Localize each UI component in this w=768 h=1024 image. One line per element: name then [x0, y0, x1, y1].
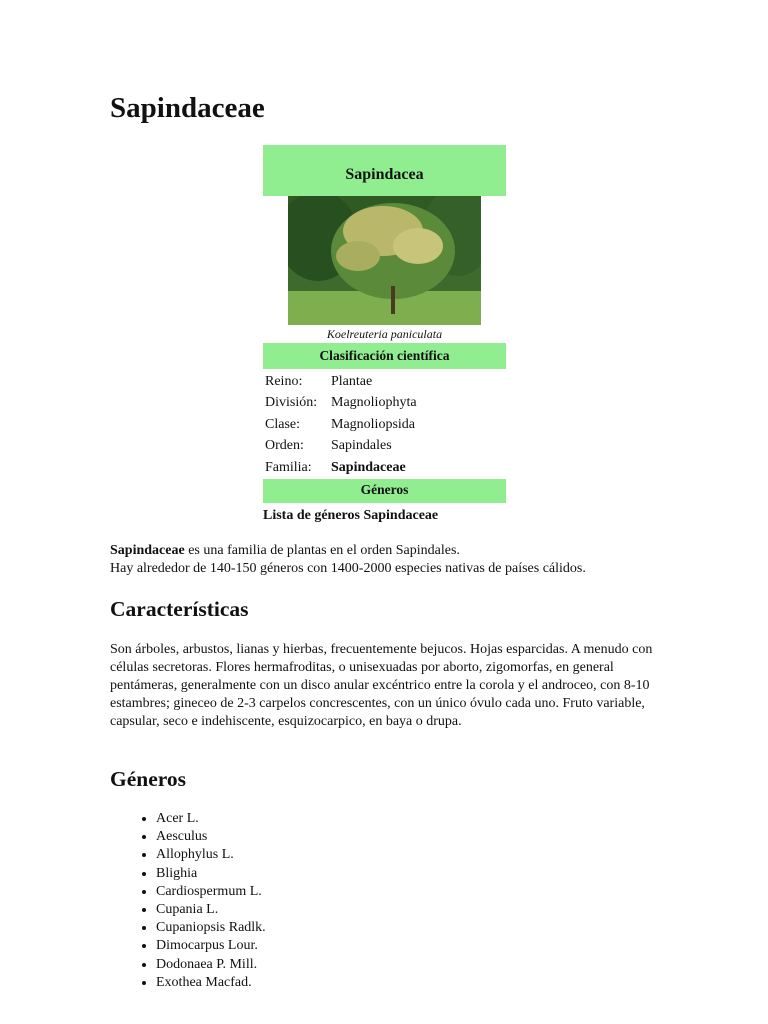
row-value: Sapindales	[331, 438, 392, 454]
table-row	[263, 371, 419, 393]
row-key: Clase:	[265, 416, 300, 432]
list-item: • Cupania L.	[156, 901, 266, 919]
taxobox	[263, 145, 506, 524]
genus-list	[132, 810, 266, 992]
characteristics-heading: Características	[110, 597, 249, 621]
table-row	[263, 436, 419, 458]
list-item: • Dodonaea P. Mill.	[156, 956, 266, 974]
list-item: • Cupaniopsis Radlk.	[156, 919, 266, 937]
list-item: • Dimocarpus Lour.	[156, 937, 266, 955]
table-row	[263, 457, 419, 479]
row-value: Plantae	[331, 373, 373, 389]
row-key: División:	[265, 395, 318, 411]
image-caption: Koelreuteria paniculata	[326, 327, 443, 341]
taxobox-header: Sapindacea	[263, 145, 506, 196]
characteristics-paragraph: Son árboles, arbustos, lianas y hierbas, frecuentemente bejucos. Hojas esparcidas. A menudo con células secretoras. Flores hermafroditas, o unisexuadas por aborto, zigomorfas, en general pentámeras, generalmente con un disco anular excéntrico entre la corola y el androceo, con 8-10 estambres; gineceo de 2-3 carpelos concrescentes, con un único óvulo cada uno. Fruto variable, capsular, seco e indehiscente, esquizocarpico, en baya o drupa.	[110, 642, 653, 729]
list-item: • Allophylus L.	[156, 846, 266, 864]
row-key: Familia:	[265, 459, 312, 475]
classification-header: Clasificación científica	[263, 343, 506, 369]
list-item: • Blighia	[156, 865, 266, 883]
row-value: Magnoliopsida	[331, 416, 415, 432]
genera-header: Géneros	[263, 479, 506, 503]
list-item: • Exothea Macfad.	[156, 974, 266, 992]
row-value: Magnoliophyta	[331, 395, 417, 411]
table-row	[263, 393, 419, 415]
tree-photo	[288, 196, 481, 325]
list-item: • Aesculus	[156, 828, 266, 846]
classification-table	[263, 371, 419, 479]
genera-list-link[interactable]: Lista de géneros Sapindaceae	[263, 507, 439, 523]
row-key: Orden:	[265, 438, 304, 454]
table-row	[263, 414, 419, 436]
intro-line2: Hay alrededor de 140-150 géneros con 1400-2000 especies nativas de países cálidos.	[110, 561, 586, 576]
intro-bold: Sapindaceae	[110, 543, 185, 558]
page-title: Sapindaceae	[110, 92, 265, 124]
intro-paragraph	[110, 542, 670, 578]
row-key: Reino:	[265, 373, 303, 389]
list-item: • Acer L.	[156, 810, 266, 828]
row-value: Sapindaceae	[331, 459, 406, 475]
genera-heading: Géneros	[110, 767, 187, 791]
intro-line1: es una familia de plantas en el orden Sapindales.	[184, 543, 460, 558]
list-item: • Cardiospermum L.	[156, 883, 266, 901]
